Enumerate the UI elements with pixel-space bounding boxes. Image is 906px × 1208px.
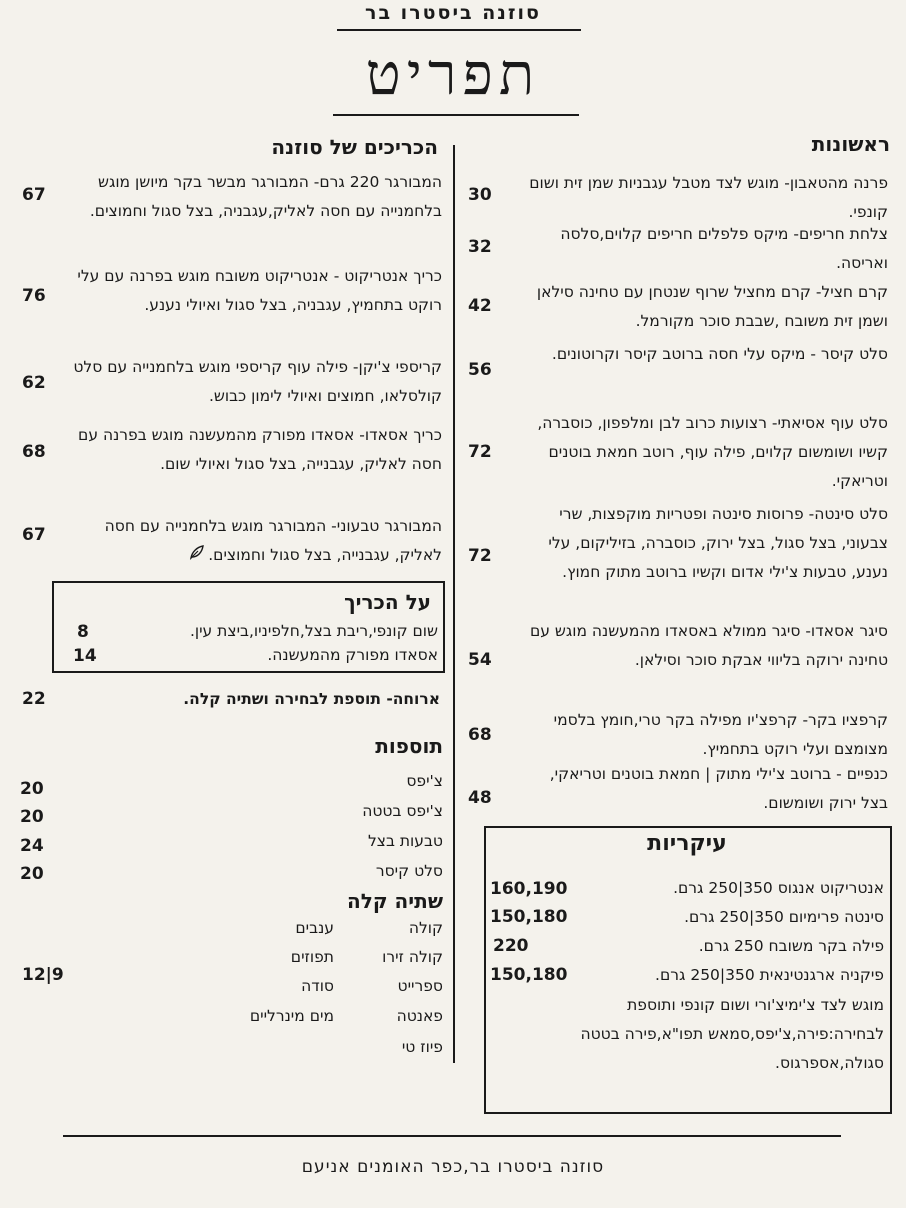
restaurant-name: סוזנה ביסטרו בר <box>365 2 541 24</box>
starter-price-6: 72 <box>468 546 492 566</box>
starter-item-1: פרנה מהטאבון- מוגש לצד מטבל עגבניות שמן זית ושום קונפי. <box>529 174 888 221</box>
main-price-3: 220 <box>493 936 529 956</box>
starter-price-8: 68 <box>468 725 492 745</box>
sandwich-item-5-text: המבורגר טבעוני- המבורגר מוגש בלחמנייה עם חסה לאליק, עגבנייה, בצל סגול וחמוצים. <box>104 517 442 564</box>
starter-item-9: כנפיים - ברוטב צ'ילי מתוק | חמאת בוטנים וטריאקי, בצל ירוק ושומשום. <box>549 765 888 812</box>
sandwich-price-1: 67 <box>22 185 46 205</box>
drink-col2-item-3: סודה <box>301 977 334 995</box>
starter-price-5: 72 <box>468 442 492 462</box>
footer-text: סוזנה ביסטרו בר,כפר האומנים אניעם <box>301 1157 605 1177</box>
starter-price-9: 48 <box>468 788 492 808</box>
starter-item-5: סלט עוף אסיאתי- רצועות כרוב לבן ומלפפון, כוסברה, קשיו ושומשום קלוים, פילה עוף, רוטב חמאת בוטנים וטריאקי. <box>537 414 888 490</box>
side-item-1: צ'יפס <box>406 772 443 790</box>
sandwich-item-4: כריך אסאדו- אסאדו מפורק מהמעשנה מוגש בפרנה עם חסה לאליק, עגבנייה, בצל סגול ואיולי שום. <box>78 426 442 473</box>
sandwich-price-5: 67 <box>22 525 46 545</box>
starter-price-1: 30 <box>468 185 492 205</box>
starter-item-7: סיגר אסאדו- סיגר ממולא באסאדו מהמעשנה מוגש עם טחינה ירוקה בליווי אבקת סוכר וסילאן. <box>529 622 888 669</box>
sandwich-price-4: 68 <box>22 442 46 462</box>
sandwich-price-3: 62 <box>22 373 46 393</box>
column-divider <box>453 145 455 1063</box>
side-item-2: צ'יפס בטטה <box>362 802 443 820</box>
drink-col2-item-2: תפוזים <box>290 948 334 966</box>
starter-item-8: קרפציו בקר- קרפצ'יו מפילה בקר טרי,חומץ בלסמי מצומצם ועלי רוקט בתחמיץ. <box>553 711 888 758</box>
addon-item-1: שום קונפי,ריבת בצל,חלפיניו,ביצת עין. <box>189 622 438 640</box>
sandwich-price-2: 76 <box>22 286 46 306</box>
header-divider <box>337 29 581 31</box>
footer-divider <box>63 1135 841 1137</box>
sandwich-item-3: קריספי צ'יקן- פילה עוף קריספי מוגש בלחמנייה עם סלט קולסלאו, חמוצים ואיולי לימון כבוש. <box>73 358 442 405</box>
drink-col2-item-1: ענבים <box>295 919 334 937</box>
starter-item-3: קרם חציל- קרם מחציל שרוף שנטחן עם טחינה סילאן ושמן זית משובח ,שבבת סוכר מקורמל. <box>536 283 888 330</box>
sandwiches-heading: הכריכים של סוזנה <box>271 135 438 159</box>
drink-col1-item-5: פיוז טי <box>401 1038 443 1056</box>
starter-item-4: סלט קיסר - מיקס עלי חסה ברוטב קיסר וקרוטונים. <box>551 345 888 363</box>
mains-side-note: מוגש לצד צ'ימיצ'ורי ושום קונפי ותוספת לבחירה:פירה,צ'יפס,סמאש תפו"א,פירה בטטה סגולה,אספרגוס. <box>580 996 884 1072</box>
sides-heading: תוספות <box>375 734 443 758</box>
vegan-leaf-icon <box>189 541 205 570</box>
main-item-3: פילה בקר משובח 250 גרם. <box>698 937 884 955</box>
side-price-3: 24 <box>20 836 44 856</box>
sandwich-item-1: המבורגר 220 גרם- המבורגר מבשר בקר מיושן מוגש בלחמנייה עם חסה לאליק,עגבניה, בצל סגול וחמוצים. <box>89 173 442 220</box>
menu-title: תפריט <box>365 40 541 108</box>
starter-item-6: סלט סינטה- פרוסות סינטה ופטריות מוקפצות, שרי צבעוני, בצל סגול, בצל ירוק, כוסברה, בזיליקום, עלי נענע, טבעות צ'ילי אדום וקשיו ברוטב מתוק חמוץ. <box>548 505 888 581</box>
main-price-4: 150,180 <box>490 965 568 985</box>
side-item-3: טבעות בצל <box>367 832 443 850</box>
meal-deal: ארוחה- תוספת לבחירה ושתיה קלה. <box>183 690 440 708</box>
sandwich-item-5 <box>57 512 442 570</box>
addon-price-1: 8 <box>77 622 89 642</box>
side-price-2: 20 <box>20 807 44 827</box>
starter-price-2: 32 <box>468 237 492 257</box>
starter-price-4: 56 <box>468 360 492 380</box>
side-price-4: 20 <box>20 864 44 884</box>
starter-price-3: 42 <box>468 296 492 316</box>
drink-col2-item-4: מים מינרליים <box>249 1007 334 1025</box>
addon-item-2: אסאדו מפורק מהמעשנה. <box>267 646 438 664</box>
starter-price-7: 54 <box>468 650 492 670</box>
addon-price-2: 14 <box>73 646 97 666</box>
drink-col1-item-4: פאנטה <box>396 1007 443 1025</box>
mains-heading: עיקריות <box>647 831 727 856</box>
main-price-2: 150,180 <box>490 907 568 927</box>
main-item-2: סינטה פרימיום 350|250 גרם. <box>684 908 884 926</box>
starter-item-2: צלחת חריפים- מיקס פלפלים חריפים קלוים,סלסה ואריסה. <box>560 225 888 272</box>
drink-col1-item-1: קולה <box>408 919 443 937</box>
soft-drinks-heading: שתיה קלה <box>347 889 443 913</box>
side-item-4: סלט קיסר <box>375 862 443 880</box>
sandwich-item-2: כריך אנטריקוט - אנטריקוט משובח מוגש בפרנה עם עלי רוקט בתחמיץ, עגבניה, בצל סגול ואיולי נענע. <box>77 267 442 314</box>
main-item-1: אנטריקוט אנגוס 350|250 גרם. <box>673 879 884 897</box>
title-divider <box>333 114 579 116</box>
drink-col1-item-2: קולה זירו <box>382 948 443 966</box>
starters-heading: ראשונות <box>811 132 890 156</box>
main-item-4: פיקניה ארגנטינאית 350|250 גרם. <box>655 966 884 984</box>
soft-drinks-price: 12|9 <box>22 965 64 985</box>
meal-deal-price: 22 <box>22 689 46 709</box>
side-price-1: 20 <box>20 779 44 799</box>
drink-col1-item-3: ספרייט <box>397 977 443 995</box>
main-price-1: 160,190 <box>490 879 568 899</box>
addons-heading: על הכריך <box>344 590 431 614</box>
